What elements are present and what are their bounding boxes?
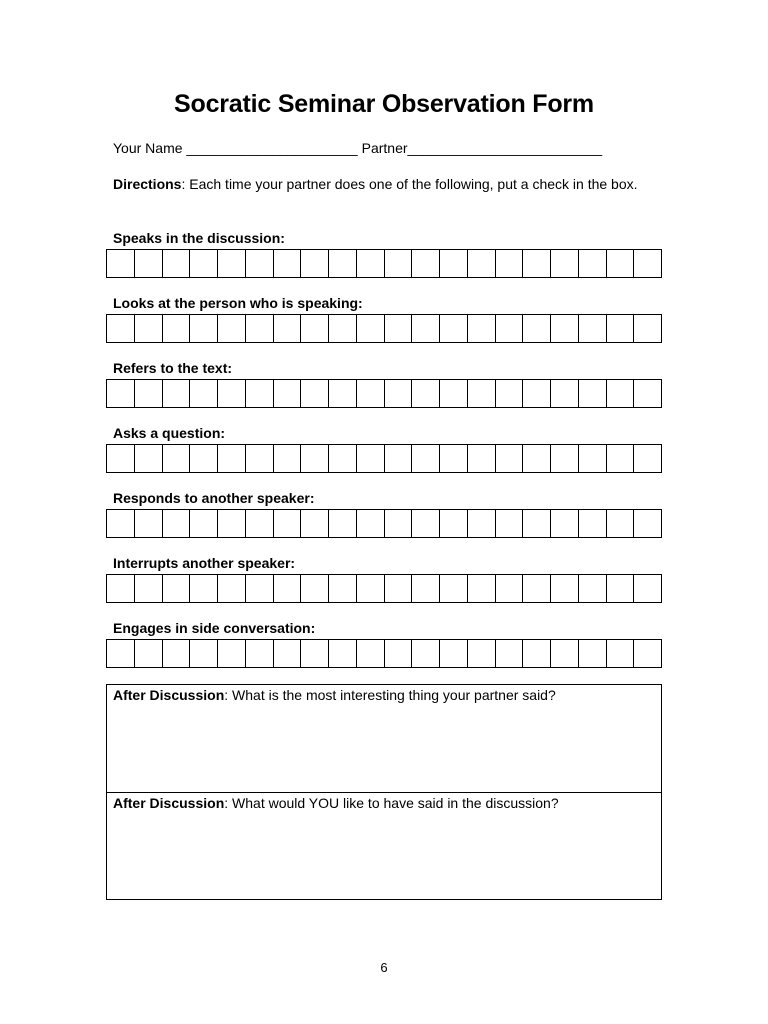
tally-checkbox[interactable]: [412, 640, 440, 667]
section-label: Asks a question:: [113, 425, 226, 441]
tally-checkbox[interactable]: [551, 445, 579, 472]
tally-checkbox[interactable]: [523, 575, 551, 602]
tally-checkbox[interactable]: [496, 640, 524, 667]
tally-checkbox[interactable]: [468, 575, 496, 602]
tally-checkbox[interactable]: [551, 315, 579, 342]
section-label: Interrupts another speaker:: [113, 555, 296, 571]
tally-checkbox[interactable]: [190, 510, 218, 537]
tally-checkbox[interactable]: [523, 380, 551, 407]
tally-checkbox[interactable]: [412, 575, 440, 602]
tally-checkbox[interactable]: [634, 640, 662, 667]
tally-checkbox[interactable]: [107, 250, 135, 277]
tally-checkbox[interactable]: [579, 575, 607, 602]
tally-checkbox[interactable]: [579, 445, 607, 472]
section-label: Responds to another speaker:: [113, 490, 315, 506]
checkbox-row: [106, 314, 662, 343]
tally-checkbox[interactable]: [607, 250, 635, 277]
tally-checkbox[interactable]: [385, 445, 413, 472]
tally-checkbox[interactable]: [246, 445, 274, 472]
tally-checkbox[interactable]: [357, 640, 385, 667]
tally-checkbox[interactable]: [607, 575, 635, 602]
tally-checkbox[interactable]: [190, 380, 218, 407]
tally-checkbox[interactable]: [579, 510, 607, 537]
directions-label: Directions: [113, 176, 182, 192]
tally-checkbox[interactable]: [163, 315, 191, 342]
tally-checkbox[interactable]: [274, 380, 302, 407]
partner-label: Partner: [361, 140, 408, 156]
tally-checkbox[interactable]: [135, 445, 163, 472]
tally-checkbox[interactable]: [301, 315, 329, 342]
tally-checkbox[interactable]: [468, 315, 496, 342]
tally-checkbox[interactable]: [607, 315, 635, 342]
tally-checkbox[interactable]: [301, 445, 329, 472]
tally-checkbox[interactable]: [440, 315, 468, 342]
tally-checkbox[interactable]: [412, 250, 440, 277]
tally-checkbox[interactable]: [301, 510, 329, 537]
tally-checkbox[interactable]: [551, 575, 579, 602]
tally-checkbox[interactable]: [274, 510, 302, 537]
tally-checkbox[interactable]: [107, 445, 135, 472]
tally-checkbox[interactable]: [523, 315, 551, 342]
tally-checkbox[interactable]: [329, 380, 357, 407]
tally-checkbox[interactable]: [551, 380, 579, 407]
tally-checkbox[interactable]: [357, 510, 385, 537]
checkbox-row: [106, 639, 662, 668]
tally-checkbox[interactable]: [607, 640, 635, 667]
name-line: [113, 140, 602, 156]
tally-checkbox[interactable]: [329, 445, 357, 472]
tally-checkbox[interactable]: [218, 250, 246, 277]
your-name-blank[interactable]: ______________________: [186, 140, 358, 156]
tally-checkbox[interactable]: [523, 640, 551, 667]
tally-checkbox[interactable]: [607, 380, 635, 407]
tally-checkbox[interactable]: [163, 250, 191, 277]
tally-checkbox[interactable]: [329, 250, 357, 277]
tally-checkbox[interactable]: [385, 510, 413, 537]
tally-checkbox[interactable]: [468, 250, 496, 277]
tally-checkbox[interactable]: [135, 250, 163, 277]
tally-checkbox[interactable]: [551, 250, 579, 277]
tally-checkbox[interactable]: [496, 510, 524, 537]
page-number: 6: [380, 960, 388, 975]
tally-checkbox[interactable]: [218, 315, 246, 342]
tally-checkbox[interactable]: [523, 510, 551, 537]
tally-checkbox[interactable]: [385, 315, 413, 342]
tally-checkbox[interactable]: [301, 380, 329, 407]
tally-checkbox[interactable]: [579, 250, 607, 277]
tally-checkbox[interactable]: [246, 640, 274, 667]
tally-checkbox[interactable]: [385, 640, 413, 667]
tally-checkbox[interactable]: [357, 315, 385, 342]
tally-checkbox[interactable]: [468, 380, 496, 407]
tally-checkbox[interactable]: [135, 575, 163, 602]
tally-checkbox[interactable]: [634, 445, 662, 472]
tally-checkbox[interactable]: [440, 510, 468, 537]
section-label: Refers to the text:: [113, 360, 233, 376]
tally-checkbox[interactable]: [357, 380, 385, 407]
after-discussion-question: : What would YOU like to have said in the discussion?: [224, 795, 559, 811]
tally-checkbox[interactable]: [607, 445, 635, 472]
tally-checkbox[interactable]: [246, 380, 274, 407]
tally-checkbox[interactable]: [523, 250, 551, 277]
tally-checkbox[interactable]: [135, 510, 163, 537]
tally-checkbox[interactable]: [135, 380, 163, 407]
tally-checkbox[interactable]: [274, 315, 302, 342]
tally-checkbox[interactable]: [634, 575, 662, 602]
checkbox-row: [106, 249, 662, 278]
tally-checkbox[interactable]: [218, 575, 246, 602]
after-discussion-cell-2[interactable]: [107, 792, 661, 899]
checkbox-row: [106, 574, 662, 603]
tally-checkbox[interactable]: [496, 315, 524, 342]
tally-checkbox[interactable]: [607, 510, 635, 537]
tally-checkbox[interactable]: [634, 380, 662, 407]
tally-checkbox[interactable]: [107, 575, 135, 602]
tally-checkbox[interactable]: [301, 640, 329, 667]
form-title: Socratic Seminar Observation Form: [174, 90, 594, 118]
tally-checkbox[interactable]: [218, 640, 246, 667]
tally-checkbox[interactable]: [163, 640, 191, 667]
tally-checkbox[interactable]: [440, 445, 468, 472]
partner-blank[interactable]: _________________________: [407, 140, 603, 156]
tally-checkbox[interactable]: [496, 380, 524, 407]
tally-checkbox[interactable]: [301, 575, 329, 602]
tally-checkbox[interactable]: [135, 315, 163, 342]
tally-checkbox[interactable]: [357, 575, 385, 602]
checkbox-row: [106, 379, 662, 408]
tally-checkbox[interactable]: [329, 315, 357, 342]
section-responds: [106, 489, 662, 538]
section-side-conversation: [106, 619, 662, 668]
tally-checkbox[interactable]: [468, 510, 496, 537]
tally-checkbox[interactable]: [634, 315, 662, 342]
directions: [113, 175, 653, 193]
after-discussion-label: After Discussion: [113, 795, 225, 811]
tally-checkbox[interactable]: [496, 575, 524, 602]
tally-checkbox[interactable]: [190, 575, 218, 602]
section-label: Engages in side conversation:: [113, 620, 316, 636]
tally-checkbox[interactable]: [440, 380, 468, 407]
section-label: Looks at the person who is speaking:: [113, 295, 363, 311]
tally-checkbox[interactable]: [190, 315, 218, 342]
section-interrupts: [106, 554, 662, 603]
section-looks: [106, 294, 662, 343]
section-label: Speaks in the discussion:: [113, 230, 285, 246]
tally-checkbox[interactable]: [440, 575, 468, 602]
checkbox-row: [106, 444, 662, 473]
tally-checkbox[interactable]: [163, 380, 191, 407]
tally-checkbox[interactable]: [385, 380, 413, 407]
tally-checkbox[interactable]: [218, 380, 246, 407]
tally-checkbox[interactable]: [218, 445, 246, 472]
tally-checkbox[interactable]: [107, 315, 135, 342]
tally-checkbox[interactable]: [551, 510, 579, 537]
your-name-label: Your Name: [113, 140, 183, 156]
tally-checkbox[interactable]: [246, 250, 274, 277]
tally-checkbox[interactable]: [163, 445, 191, 472]
tally-checkbox[interactable]: [107, 380, 135, 407]
checkbox-row: [106, 509, 662, 538]
after-discussion-label: After Discussion: [113, 687, 225, 703]
tally-checkbox[interactable]: [301, 250, 329, 277]
tally-checkbox[interactable]: [412, 380, 440, 407]
tally-checkbox[interactable]: [135, 640, 163, 667]
tally-checkbox[interactable]: [218, 510, 246, 537]
tally-checkbox[interactable]: [274, 640, 302, 667]
tally-checkbox[interactable]: [246, 575, 274, 602]
tally-checkbox[interactable]: [107, 640, 135, 667]
tally-checkbox[interactable]: [440, 640, 468, 667]
tally-checkbox[interactable]: [412, 315, 440, 342]
section-asks: [106, 424, 662, 473]
tally-checkbox[interactable]: [634, 510, 662, 537]
after-discussion-cell-1[interactable]: [107, 685, 661, 792]
tally-checkbox[interactable]: [163, 575, 191, 602]
section-speaks: [106, 229, 662, 278]
after-discussion-question: : What is the most interesting thing your partner said?: [224, 687, 556, 703]
tally-checkbox[interactable]: [579, 640, 607, 667]
tally-checkbox[interactable]: [246, 315, 274, 342]
tally-checkbox[interactable]: [274, 575, 302, 602]
tally-checkbox[interactable]: [190, 445, 218, 472]
tally-checkbox[interactable]: [523, 445, 551, 472]
tally-checkbox[interactable]: [496, 445, 524, 472]
tally-checkbox[interactable]: [246, 510, 274, 537]
tally-checkbox[interactable]: [551, 640, 579, 667]
tally-checkbox[interactable]: [468, 445, 496, 472]
tally-checkbox[interactable]: [274, 445, 302, 472]
tally-checkbox[interactable]: [412, 510, 440, 537]
tally-checkbox[interactable]: [579, 315, 607, 342]
after-discussion-table: [106, 684, 662, 900]
tally-checkbox[interactable]: [496, 250, 524, 277]
tally-checkbox[interactable]: [107, 510, 135, 537]
tally-checkbox[interactable]: [440, 250, 468, 277]
tally-checkbox[interactable]: [357, 445, 385, 472]
tally-checkbox[interactable]: [412, 445, 440, 472]
tally-checkbox[interactable]: [329, 640, 357, 667]
tally-checkbox[interactable]: [329, 575, 357, 602]
tally-checkbox[interactable]: [385, 250, 413, 277]
tally-checkbox[interactable]: [385, 575, 413, 602]
tally-checkbox[interactable]: [274, 250, 302, 277]
section-refers: [106, 359, 662, 408]
tally-checkbox[interactable]: [190, 640, 218, 667]
tally-checkbox[interactable]: [468, 640, 496, 667]
tally-checkbox[interactable]: [329, 510, 357, 537]
tally-checkbox[interactable]: [357, 250, 385, 277]
tally-checkbox[interactable]: [163, 510, 191, 537]
tally-checkbox[interactable]: [579, 380, 607, 407]
directions-text: : Each time your partner does one of the following, put a check in the box.: [181, 176, 638, 192]
tally-checkbox[interactable]: [190, 250, 218, 277]
tally-checkbox[interactable]: [634, 250, 662, 277]
